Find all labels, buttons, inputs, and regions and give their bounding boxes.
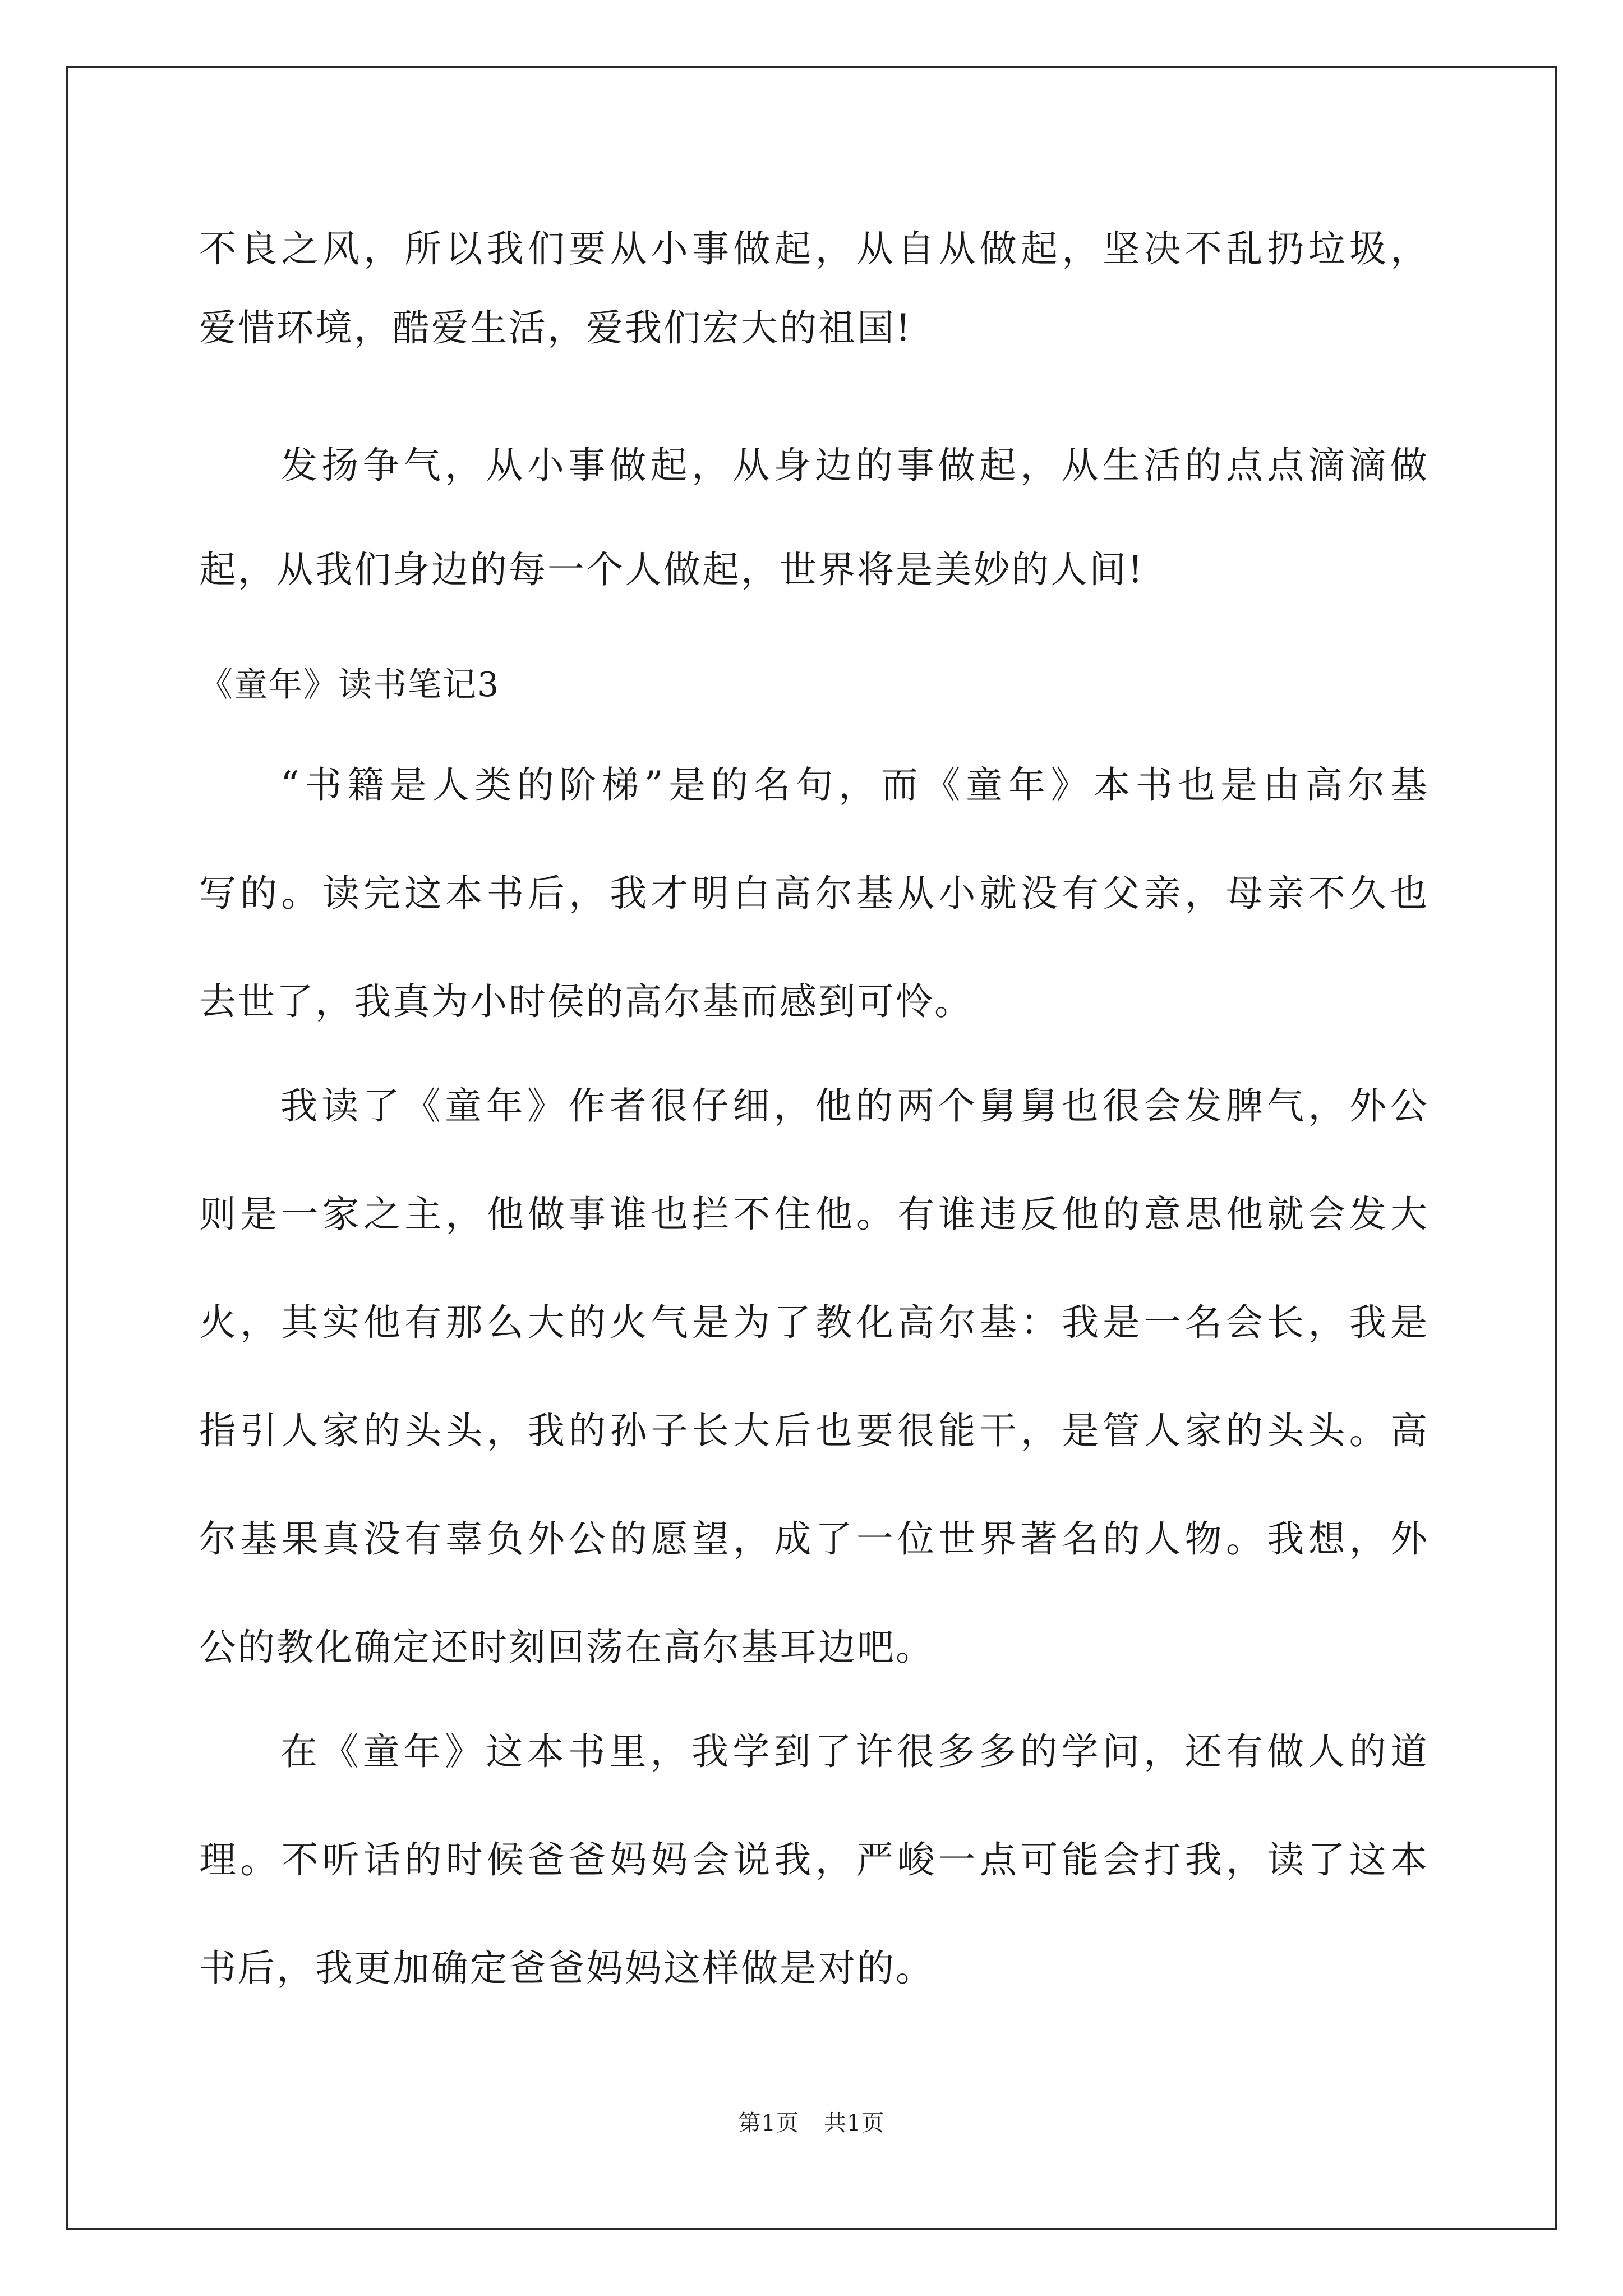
page-total: 共1页: [824, 2110, 885, 2136]
paragraph-line: 写的。读完这本书后，我才明白高尔基从小就没有父亲，母亲不久也: [199, 872, 1427, 915]
paragraph-line: 发扬争气，从小事做起，从身边的事做起，从生活的点点滴滴做: [280, 444, 1427, 487]
paragraph-line: 书后，我更加确定爸爸妈妈这样做是对的。: [199, 1947, 934, 1990]
page-border: [66, 66, 1557, 2230]
paragraph-line: 我读了《童年》作者很仔细，他的两个舅舅也很会发脾气，外公: [280, 1084, 1427, 1128]
paragraph-line: 公的教化确定还时刻回荡在高尔基耳边吧。: [199, 1626, 934, 1669]
paragraph-line: 尔基果真没有辜负外公的愿望，成了一位世界著名的人物。我想，外: [199, 1517, 1427, 1561]
paragraph-line: 指引人家的头头，我的孙子长大后也要很能干，是管人家的头头。高: [199, 1409, 1427, 1452]
paragraph-line: 理。不听话的时候爸爸妈妈会说我，严峻一点可能会打我，读了这本: [199, 1838, 1427, 1881]
paragraph-line: 爱惜环境，酷爱生活，爱我们宏大的祖国!: [199, 306, 912, 349]
paragraph-line: 起，从我们身边的每一个人做起，世界将是美妙的人间!: [199, 548, 1145, 591]
paragraph-line: 火，其实他有那么大的火气是为了教化高尔基：我是一名会长，我是: [199, 1301, 1427, 1344]
paragraph-line: 去世了，我真为小时侯的高尔基而感到可怜。: [199, 980, 973, 1023]
paragraph-line: “书籍是人类的阶梯”是的名句，而《童年》本书也是由高尔基: [280, 763, 1427, 807]
section-title: 《童年》读书笔记3: [199, 665, 500, 705]
page-footer: [0, 2109, 1623, 2137]
paragraph-line: 在《童年》这本书里，我学到了许很多多的学问，还有做人的道: [280, 1730, 1427, 1773]
paragraph-line: 不良之风，所以我们要从小事做起，从自从做起，坚决不乱扔垃圾，: [199, 227, 1427, 270]
page-number: 第1页: [738, 2110, 799, 2136]
paragraph-line: 则是一家之主，他做事谁也拦不住他。有谁违反他的意思他就会发大: [199, 1193, 1427, 1236]
